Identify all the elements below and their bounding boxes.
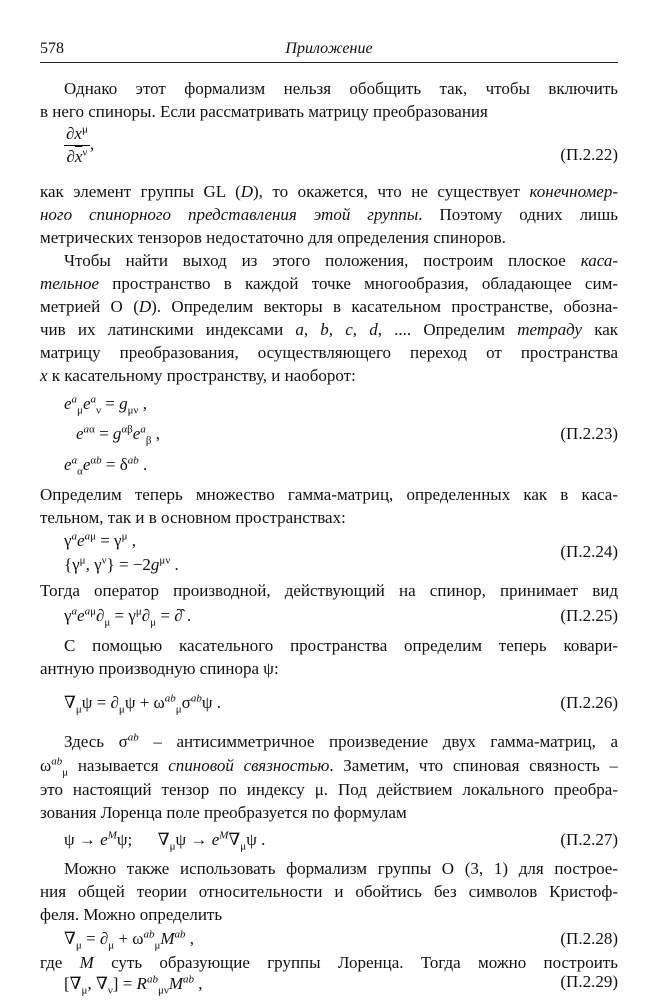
text-line: это настоящий тензор по индексу μ. Под действием локального преобра- bbox=[40, 780, 618, 799]
text-line: С помощью касательного пространства определим теперь ковари- bbox=[64, 636, 618, 655]
text-line: как элемент группы GL (D), то окажется, что не существует конечномер- bbox=[40, 182, 618, 201]
text-line: Определим теперь множество гамма-матриц, определенных как в каса- bbox=[40, 485, 618, 504]
text-line: тельное пространство в каждой точке многообразия, обладающее сим- bbox=[40, 274, 618, 293]
equation-number-2-28: (П.2.28) bbox=[560, 929, 618, 948]
text-line: Тогда оператор производной, действующий на спинор, принимает вид bbox=[40, 581, 618, 600]
text-line: ния общей теории относительности и обойтись без символов Кристоф- bbox=[40, 882, 618, 901]
text-line: зования Лоренца поле преобразуется по формулам bbox=[40, 803, 407, 822]
equation-number-2-25: (П.2.25) bbox=[560, 606, 618, 625]
text-line: Здесь $\sigma^{ab}$ – антисимметричное произведение двух гамма-матриц, а bbox=[64, 731, 619, 751]
equation-number-2-24: (П.2.24) bbox=[560, 542, 618, 561]
text-line: метрией O (D). Определим векторы в касательном пространстве, обозна- bbox=[40, 297, 618, 316]
text-line: где M суть образующие группы Лоренца. Тогда можно построить bbox=[40, 953, 618, 972]
text-line: $\omega^{ab}_\mu$ называется спиновой связностью. Заметим, что спиновая связность – bbox=[40, 755, 618, 779]
text-line: x к касательному пространству, и наоборот: bbox=[40, 366, 356, 385]
text-line: ного спинорного представления этой группы. Поэтому одних лишь bbox=[40, 205, 618, 224]
text-line: чив их латинскими индексами a, b, c, d, .... Определим тетраду как bbox=[40, 320, 619, 339]
text-line: феля. Можно определить bbox=[40, 905, 223, 924]
page-header bbox=[40, 36, 618, 63]
text-line: метрических тензоров недостаточно для определения спиноров. bbox=[40, 228, 506, 247]
equation-2-24-line-1: $\gamma^ae^{a\mu} = \gamma^\mu$ , bbox=[64, 530, 136, 550]
equation-number-2-22: (П.2.22) bbox=[560, 145, 618, 164]
equation-number-2-26: (П.2.26) bbox=[560, 693, 618, 712]
text-line: антную производную спинора ψ: bbox=[40, 659, 279, 678]
equation-2-29: [$\nabla_\mu$, $\nabla_\nu] = R^{ab}_{\mu\nu}M^{ab}$ , bbox=[64, 973, 203, 997]
text-line: тельном, так и в основном пространствах: bbox=[40, 508, 346, 527]
equation-2-25: $\gamma^ae^{a\mu}\partial_\mu = \gamma^\mu\partial_\mu$ = ∂̂ . bbox=[64, 605, 192, 629]
equation-2-28: $\nabla_\mu = \partial_\mu + \omega^{ab}_\mu M^{ab}$ , bbox=[64, 928, 195, 952]
text-line: Чтобы найти выход из этого положения, построим плоское каса- bbox=[64, 251, 618, 270]
equation-number-2-29: (П.2.29) bbox=[560, 972, 618, 991]
text-line: матрицу преобразования, осуществляющего переход от пространства bbox=[40, 343, 618, 362]
equation-number-2-27: (П.2.27) bbox=[560, 830, 618, 849]
text-line: Можно также использовать формализм группы O (3, 1) для построе- bbox=[64, 859, 618, 878]
page-number: 578 bbox=[40, 40, 64, 57]
equation-2-23-line-3: $e^a_\alpha e^{\alpha b} = \delta^{ab}$ . bbox=[64, 454, 148, 478]
equation-2-22: $\frac{\partial x^\mu}{\partial\overline{x}^\nu}$ , bbox=[66, 123, 95, 166]
equation-2-23-line-2: $e^{a\alpha} = g^{\alpha\beta}e^a_\beta$ , bbox=[76, 423, 160, 447]
equation-number-2-23: (П.2.23) bbox=[560, 424, 618, 443]
equation-2-24-line-2: {$\gamma^\mu$, $\gamma^\nu\} = -2g^{\mu\nu}$ . bbox=[64, 554, 179, 574]
text-line: в него спиноры. Если рассматривать матрицу преобразования bbox=[40, 102, 488, 121]
equation-2-23-line-1: $e^a_\mu e^a_\nu = g_{\mu\nu}$ , bbox=[64, 393, 147, 417]
text-line: Однако этот формализм нельзя обобщить так, чтобы включить bbox=[64, 79, 618, 98]
running-title: Приложение bbox=[285, 40, 373, 57]
equation-2-27: $\psi \to e^M\psi$; $\nabla_\mu\psi \to e^M\nabla_\mu\psi$ . bbox=[64, 829, 266, 853]
equation-2-26: $\nabla_\mu\psi = \partial_\mu\psi + \omega^{ab}_\mu\sigma^{ab}\psi$ . bbox=[64, 692, 221, 716]
